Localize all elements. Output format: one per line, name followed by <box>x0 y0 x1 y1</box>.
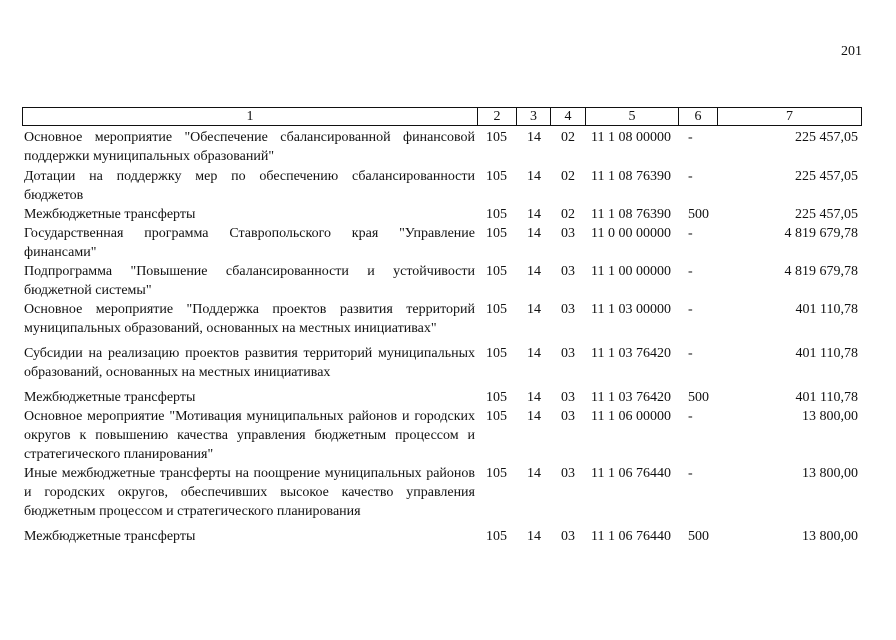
row-code-2: 105 <box>486 302 507 317</box>
row-amount: 13 800,00 <box>802 529 858 544</box>
row-code-2: 105 <box>486 207 507 222</box>
row-amount: 13 800,00 <box>802 409 858 424</box>
row-code-5: 11 1 00 00000 <box>591 264 671 279</box>
row-amount: 401 110,78 <box>795 302 858 317</box>
row-code-6: 500 <box>688 390 709 405</box>
row-name: Основное мероприятие "Обеспечение сбалансированной финансовой поддержки муниципальных образований" <box>24 130 475 164</box>
row-name: Межбюджетные трансферты <box>24 529 196 544</box>
row-code-6: - <box>688 302 693 317</box>
row-code-6: - <box>688 130 693 145</box>
column-header: 6 <box>679 108 718 126</box>
row-code-5: 11 1 06 76440 <box>591 466 671 481</box>
column-header: 1 <box>23 108 478 126</box>
row-code-3: 14 <box>527 529 541 544</box>
row-amount: 4 819 679,78 <box>784 264 858 279</box>
column-header-table <box>22 107 862 126</box>
row-name: Основное мероприятие "Мотивация муниципальных районов и городских округов к повышению качества управления бюджетным процессом и стратегического планирования" <box>24 409 475 462</box>
row-name: Межбюджетные трансферты <box>24 390 196 405</box>
row-code-2: 105 <box>486 226 507 241</box>
column-header: 2 <box>478 108 517 126</box>
row-name: Основное мероприятие "Поддержка проектов развития территорий муниципальных образований, основанных на местных инициативах" <box>24 302 475 336</box>
row-code-4: 03 <box>561 226 575 241</box>
row-code-3: 14 <box>527 466 541 481</box>
row-name: Межбюджетные трансферты <box>24 207 196 222</box>
row-code-4: 03 <box>561 466 575 481</box>
row-code-4: 03 <box>561 264 575 279</box>
row-code-6: 500 <box>688 207 709 222</box>
row-code-6: - <box>688 226 693 241</box>
row-code-6: - <box>688 346 693 361</box>
column-header: 4 <box>551 108 586 126</box>
row-amount: 225 457,05 <box>795 207 858 222</box>
row-code-2: 105 <box>486 409 507 424</box>
row-code-2: 105 <box>486 466 507 481</box>
row-amount: 401 110,78 <box>795 346 858 361</box>
row-code-6: - <box>688 409 693 424</box>
column-header: 5 <box>586 108 679 126</box>
row-code-3: 14 <box>527 169 541 184</box>
row-name: Государственная программа Ставропольского края "Управление финансами" <box>24 226 475 260</box>
row-code-2: 105 <box>486 264 507 279</box>
row-code-5: 11 1 08 00000 <box>591 130 671 145</box>
row-name: Дотации на поддержку мер по обеспечению сбалансированности бюджетов <box>24 169 475 203</box>
row-code-4: 03 <box>561 409 575 424</box>
row-code-6: 500 <box>688 529 709 544</box>
row-code-3: 14 <box>527 390 541 405</box>
row-code-4: 03 <box>561 346 575 361</box>
row-code-5: 11 1 03 76420 <box>591 390 671 405</box>
row-amount: 401 110,78 <box>795 390 858 405</box>
row-amount: 13 800,00 <box>802 466 858 481</box>
row-code-3: 14 <box>527 130 541 145</box>
row-code-5: 11 1 08 76390 <box>591 207 671 222</box>
column-header-row <box>23 108 862 126</box>
row-amount: 225 457,05 <box>795 169 858 184</box>
row-code-6: - <box>688 264 693 279</box>
row-code-5: 11 1 06 76440 <box>591 529 671 544</box>
row-amount: 225 457,05 <box>795 130 858 145</box>
row-code-2: 105 <box>486 529 507 544</box>
row-code-6: - <box>688 466 693 481</box>
row-code-4: 03 <box>561 529 575 544</box>
row-code-5: 11 0 00 00000 <box>591 226 671 241</box>
row-code-4: 02 <box>561 130 575 145</box>
row-code-4: 03 <box>561 302 575 317</box>
row-code-6: - <box>688 169 693 184</box>
row-code-5: 11 1 06 00000 <box>591 409 671 424</box>
row-name: Субсидии на реализацию проектов развития территорий муниципальных образований, основанных на местных инициативах <box>24 346 475 380</box>
row-code-4: 02 <box>561 207 575 222</box>
row-code-3: 14 <box>527 346 541 361</box>
row-code-5: 11 1 08 76390 <box>591 169 671 184</box>
row-code-3: 14 <box>527 264 541 279</box>
row-code-4: 02 <box>561 169 575 184</box>
row-amount: 4 819 679,78 <box>784 226 858 241</box>
row-code-4: 03 <box>561 390 575 405</box>
row-code-2: 105 <box>486 346 507 361</box>
column-header: 7 <box>718 108 862 126</box>
row-name: Иные межбюджетные трансферты на поощрение муниципальных районов и городских округов, обеспечивших высокое качество управления бюджетным процессом и стратегического планирования <box>24 466 475 519</box>
row-code-5: 11 1 03 00000 <box>591 302 671 317</box>
page-number: 201 <box>841 44 862 59</box>
row-code-3: 14 <box>527 302 541 317</box>
row-code-2: 105 <box>486 130 507 145</box>
row-code-3: 14 <box>527 409 541 424</box>
row-code-3: 14 <box>527 226 541 241</box>
row-name: Подпрограмма "Повышение сбалансированности и устойчивости бюджетной системы" <box>24 264 475 298</box>
row-code-3: 14 <box>527 207 541 222</box>
row-code-2: 105 <box>486 390 507 405</box>
row-code-2: 105 <box>486 169 507 184</box>
column-header: 3 <box>517 108 551 126</box>
row-code-5: 11 1 03 76420 <box>591 346 671 361</box>
